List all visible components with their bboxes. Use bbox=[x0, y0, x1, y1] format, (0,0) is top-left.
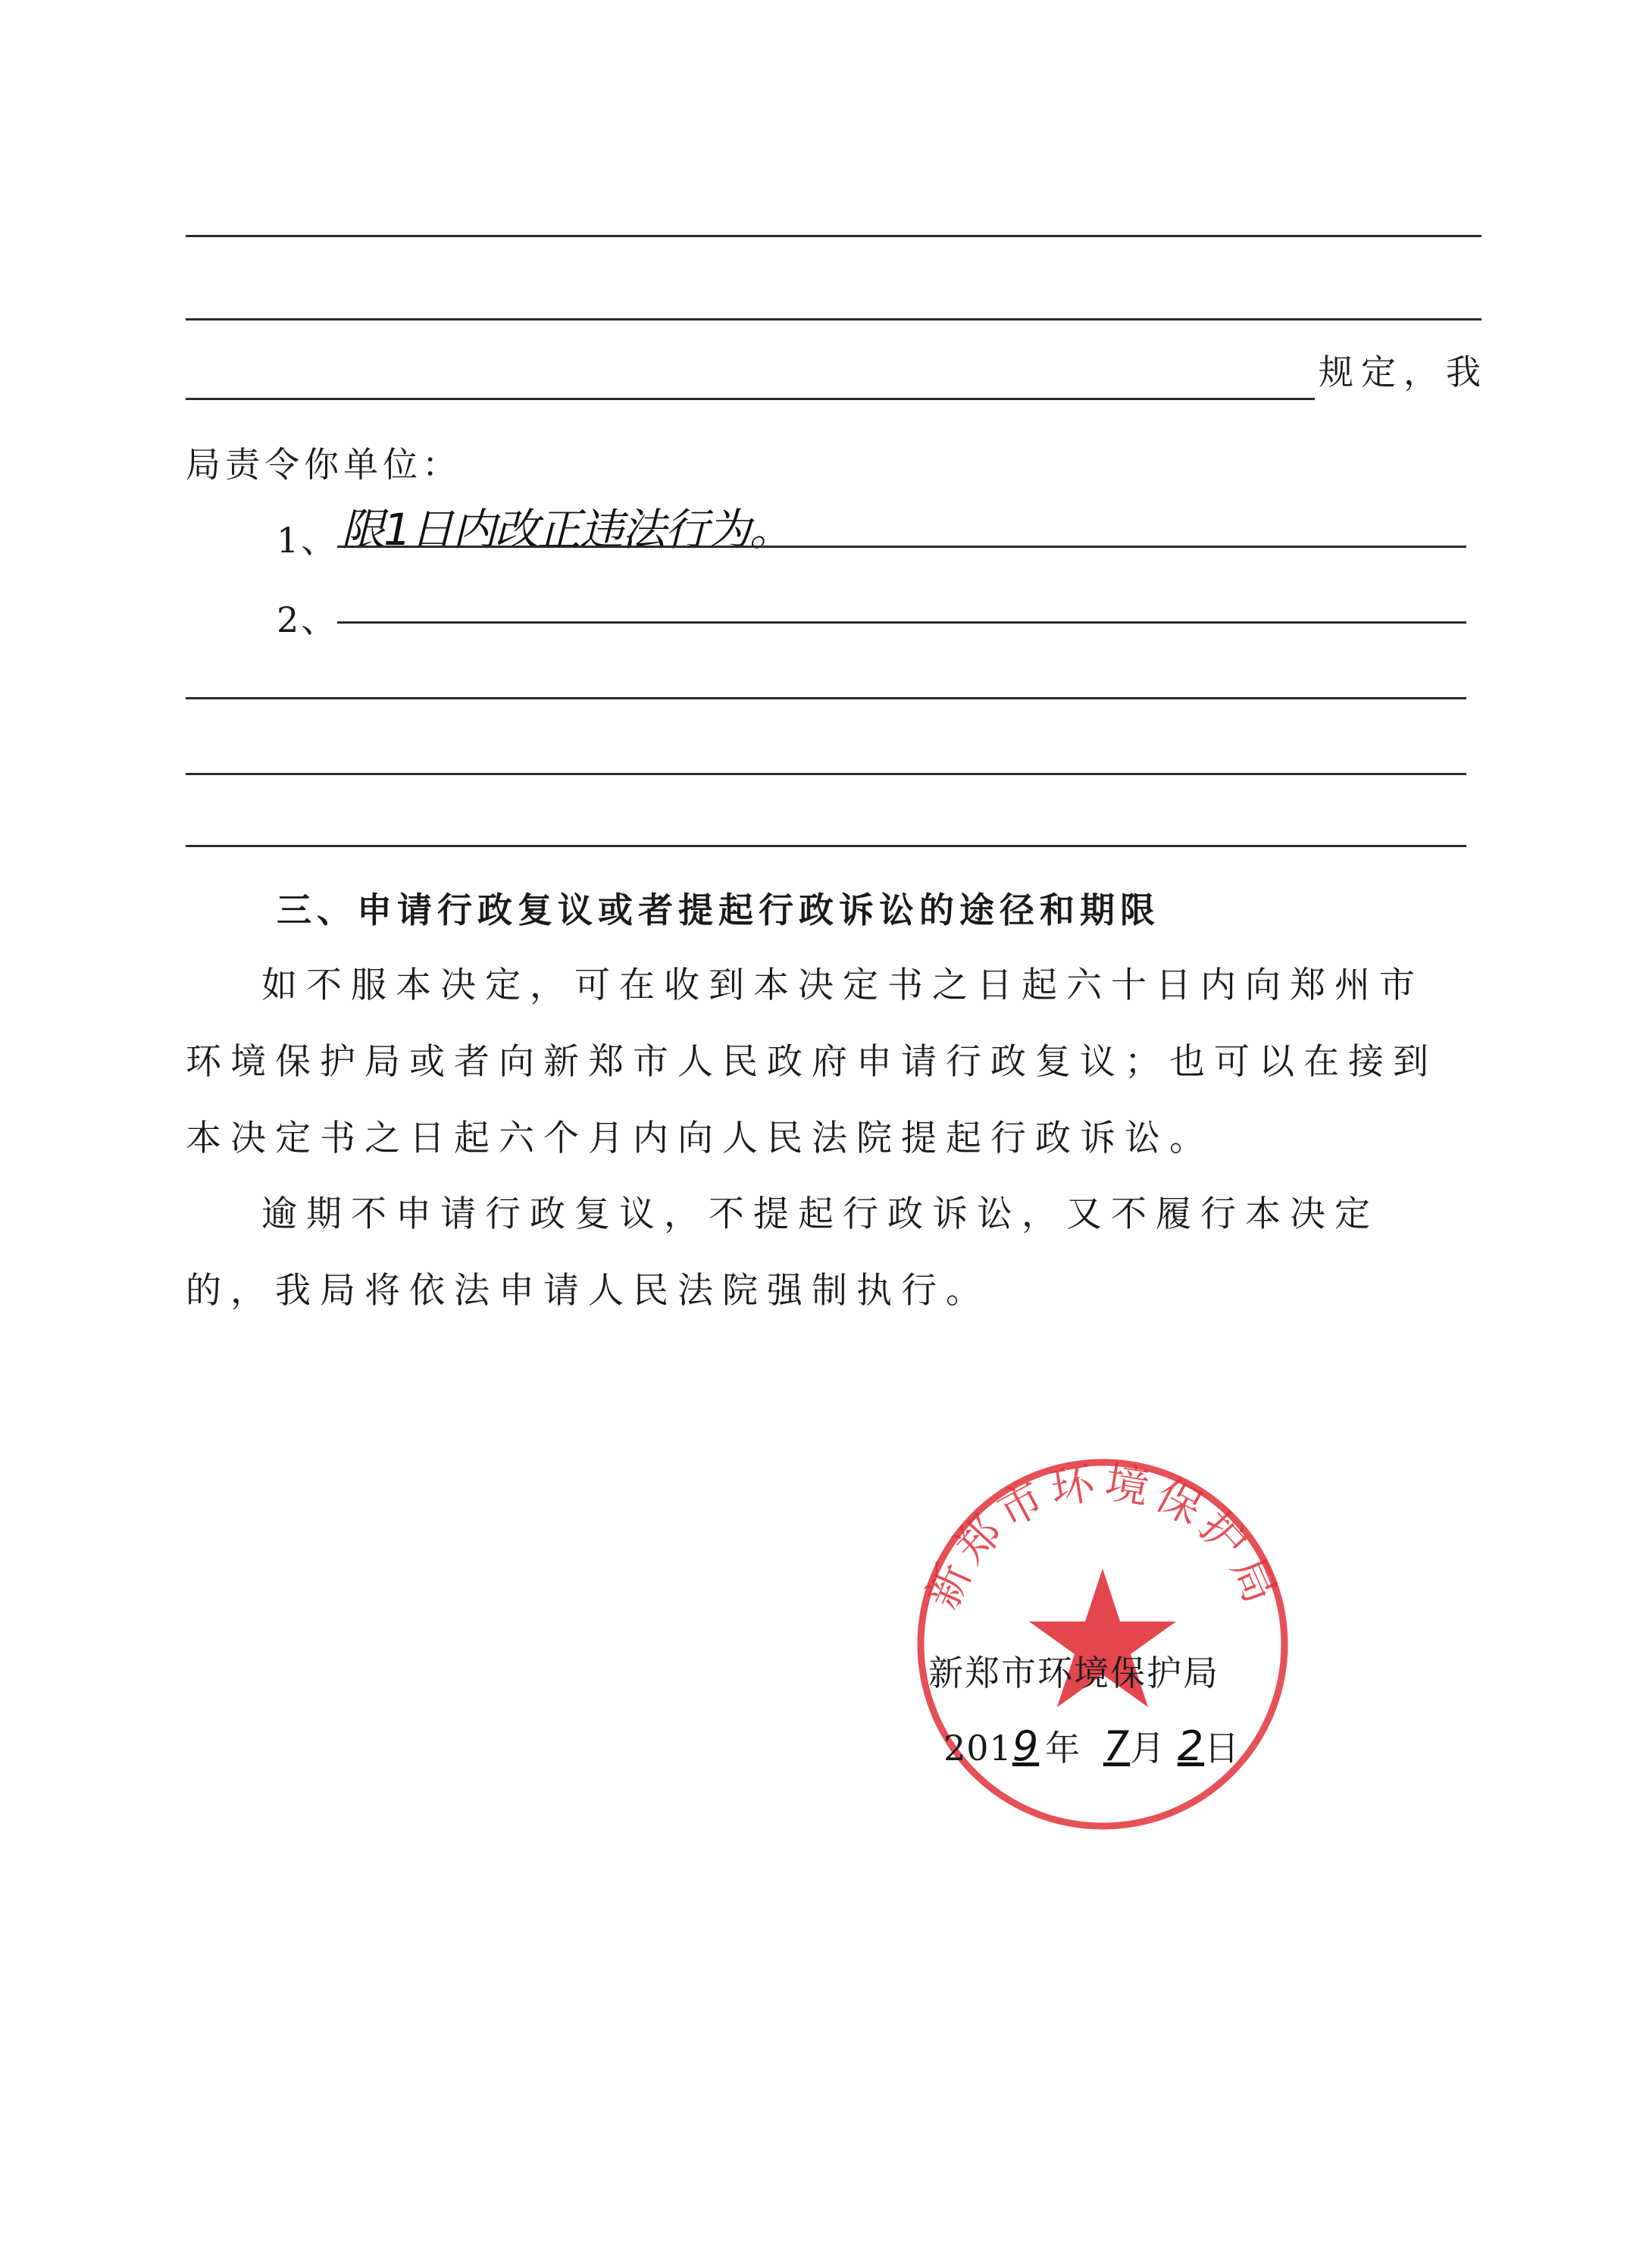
item-1-handwritten: 限1日内改正违法行为。 bbox=[341, 504, 792, 555]
blank-line bbox=[186, 398, 1315, 400]
month-value: 7 bbox=[1103, 1722, 1131, 1770]
blank-line bbox=[186, 318, 1481, 321]
item-2-line bbox=[337, 621, 1466, 624]
section-3-paragraph-2: 逾期不申请行政复议，不提起行政诉讼，又不履行本决定的，我局将依法申请人民法院强制执行。 bbox=[186, 1193, 1379, 1312]
item-2-number: 2、 bbox=[277, 599, 339, 640]
regulation-suffix: 规定，我 bbox=[1319, 352, 1488, 392]
blank-line bbox=[186, 697, 1466, 699]
blank-line bbox=[186, 773, 1466, 775]
day-label: 日 bbox=[1204, 1728, 1241, 1769]
seal-text: 新郑市环境保护局 bbox=[916, 1456, 1289, 1616]
blank-line bbox=[186, 235, 1481, 237]
year-digit: 9 bbox=[1012, 1722, 1040, 1770]
issuing-organization: 新郑市环境保护局 bbox=[928, 1653, 1219, 1694]
item-1-number: 1、 bbox=[277, 520, 339, 561]
official-seal bbox=[906, 1447, 1300, 1841]
month-label: 月 bbox=[1130, 1728, 1166, 1769]
year-label: 年 bbox=[1045, 1728, 1081, 1769]
issue-date bbox=[943, 1722, 1241, 1770]
day-value: 2 bbox=[1177, 1722, 1205, 1770]
section-3-heading: 三、申请行政复议或者提起行政诉讼的途径和期限 bbox=[277, 890, 1160, 930]
order-intro: 局责令你单位： bbox=[186, 444, 461, 485]
year-prefix: 201 bbox=[943, 1728, 1012, 1769]
item-1-line bbox=[337, 546, 1466, 548]
blank-line bbox=[186, 845, 1466, 847]
section-3-paragraph-1: 如不服本决定，可在收到本决定书之日起六十日内向郑州市环境保护局或者向新郑市人民政府申请行政复议；也可以在接到本决定书之日起六个月内向人民法院提起行政诉讼。 bbox=[186, 965, 1438, 1159]
